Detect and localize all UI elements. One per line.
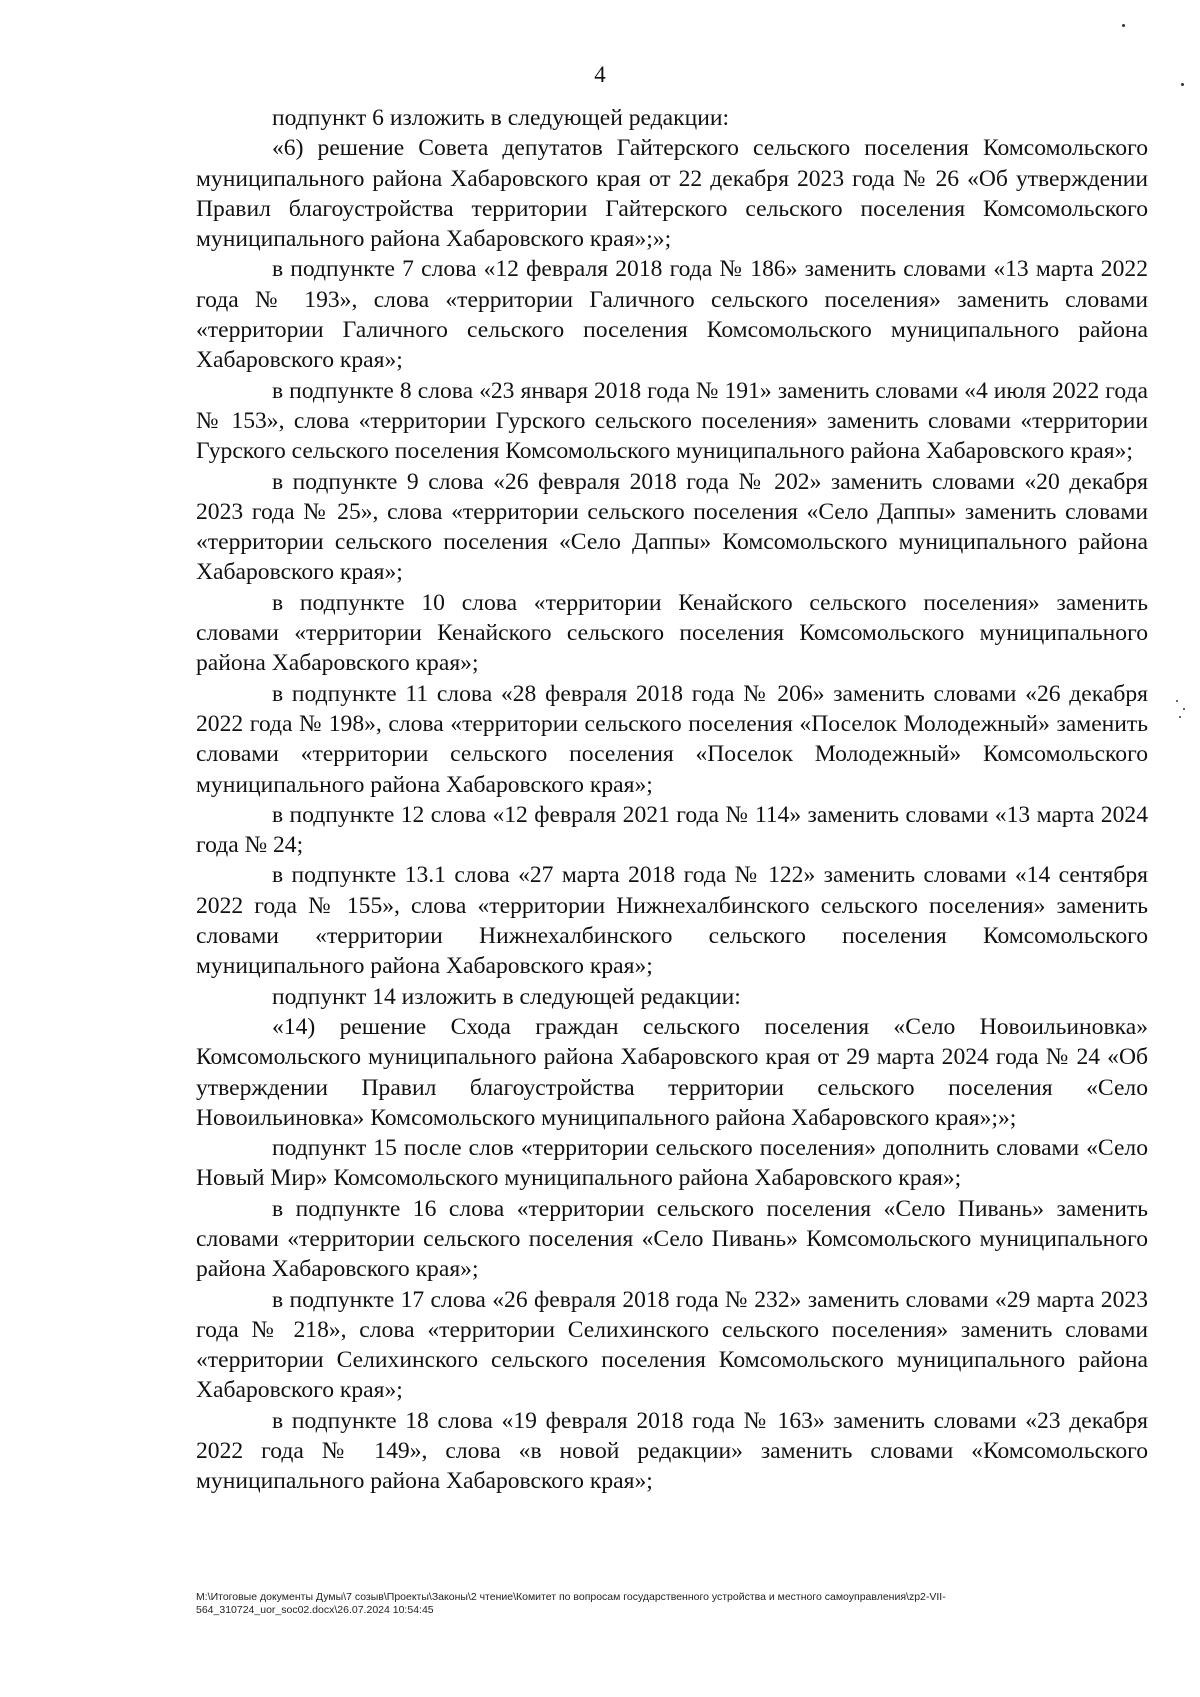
scan-speck xyxy=(1122,24,1125,27)
scan-speck xyxy=(1176,700,1178,702)
paragraph: подпункт 6 изложить в следующей редакции: xyxy=(272,105,730,131)
paragraph: «14) решение Схода граждан сельского поселения «Село Новоильиновка» Комсомольского муниципального района Хабаровского края от 29 марта 2024 года № 24 «Об утверждении Правил благоустройства территории сельского поселения «Село Новоильиновка» Комсомольского муниципального района Хабаровского края»;»; xyxy=(196,1013,1148,1131)
paragraph: «6) решение Совета депутатов Гайтерского сельского поселения Комсомольского муниципального района Хабаровского края от 22 декабря 2023 года № 26 «Об утверждении Правил благоустройства территории Гайтерского сельского поселения Комсомольского муниципального района Хабаровского края»;»; xyxy=(196,135,1148,253)
paragraph: в подпункте 11 слова «28 февраля 2018 года № 206» заменить словами «26 декабря 2022 года № 198», слова «территории сельского поселения «Поселок Молодежный» заменить словами «территории сельского поселения «Поселок Молодежный» Комсомольского муниципального района Хабаровского края»; xyxy=(196,680,1148,798)
paragraph: в подпункте 8 слова «23 января 2018 года № 191» заменить словами «4 июля 2022 года № 153», слова «территории Гурского сельского поселения» заменить словами «территории Гурского сельского поселения Комсомольского муниципального района Хабаровского края»; xyxy=(196,377,1148,465)
paragraph: в подпункте 10 слова «территории Кенайского сельского поселения» заменить словами «территории Кенайского сельского поселения Комсомольского муниципального района Хабаровского края»; xyxy=(196,589,1148,677)
scan-speck xyxy=(1181,83,1184,86)
paragraph: в подпункте 12 слова «12 февраля 2021 года № 114» заменить словами «13 марта 2024 года № 24; xyxy=(196,801,1148,859)
paragraph: подпункт 14 изложить в следующей редакции: xyxy=(272,983,741,1010)
paragraph: в подпункте 17 слова «26 февраля 2018 года № 232» заменить словами «29 марта 2023 года № 218», слова «территории Селихинского сельского поселения» заменить словами «территории Селихинского сельского поселения Комсомольского муниципального района Хабаровского края»; xyxy=(196,1286,1148,1404)
footer-line: М:\Итоговые документы Думы\7 созыв\Проекты\Законы\2 чтение\Комитет по вопросам государственного устройства и местного самоуправления\zp2-VII- xyxy=(196,1591,946,1603)
page-number: 4 xyxy=(594,62,606,87)
scan-speck xyxy=(1183,708,1185,710)
paragraph: подпункт 15 после слов «территории сельского поселения» дополнить словами «Село Новый Мир» Комсомольского муниципального района Хабаровского края»; xyxy=(196,1135,1148,1192)
document-body xyxy=(196,103,1148,1497)
paragraph: в подпункте 9 слова «26 февраля 2018 года № 202» заменить словами «20 декабря 2023 года № 25», слова «территории сельского поселения «Село Даппы» заменить словами «территории сельского поселения «Село Даппы» Комсомольского муниципального района Хабаровского края»; xyxy=(196,468,1148,586)
footer-line: 564_310724_uor_soc02.docx\26.07.2024 10:54:45 xyxy=(196,1604,434,1616)
paragraph: в подпункте 13.1 слова «27 марта 2018 года № 122» заменить словами «14 сентября 2022 года № 155», слова «территории Нижнехалбинского сельского поселения» заменить словами «территории Нижнехалбинского сельского поселения Комсомольского муниципального района Хабаровского края»; xyxy=(196,862,1148,980)
scan-speck xyxy=(1179,716,1181,718)
paragraph: в подпункте 16 слова «территории сельского поселения «Село Пивань» заменить словами «территории сельского поселения «Село Пивань» Комсомольского муниципального района Хабаровского края»; xyxy=(196,1195,1148,1283)
paragraph: в подпункте 18 слова «19 февраля 2018 года № 163» заменить словами «23 декабря 2022 года № 149», слова «в новой редакции» заменить словами «Комсомольского муниципального района Хабаровского края»; xyxy=(196,1407,1148,1495)
paragraph: в подпункте 7 слова «12 февраля 2018 года № 186» заменить словами «13 марта 2022 года № 193», слова «территории Галичного сельского поселения» заменить словами «территории Галичного сельского поселения Комсомольского муниципального района Хабаровского края»; xyxy=(196,256,1148,374)
footer-file-path xyxy=(196,1591,1176,1617)
